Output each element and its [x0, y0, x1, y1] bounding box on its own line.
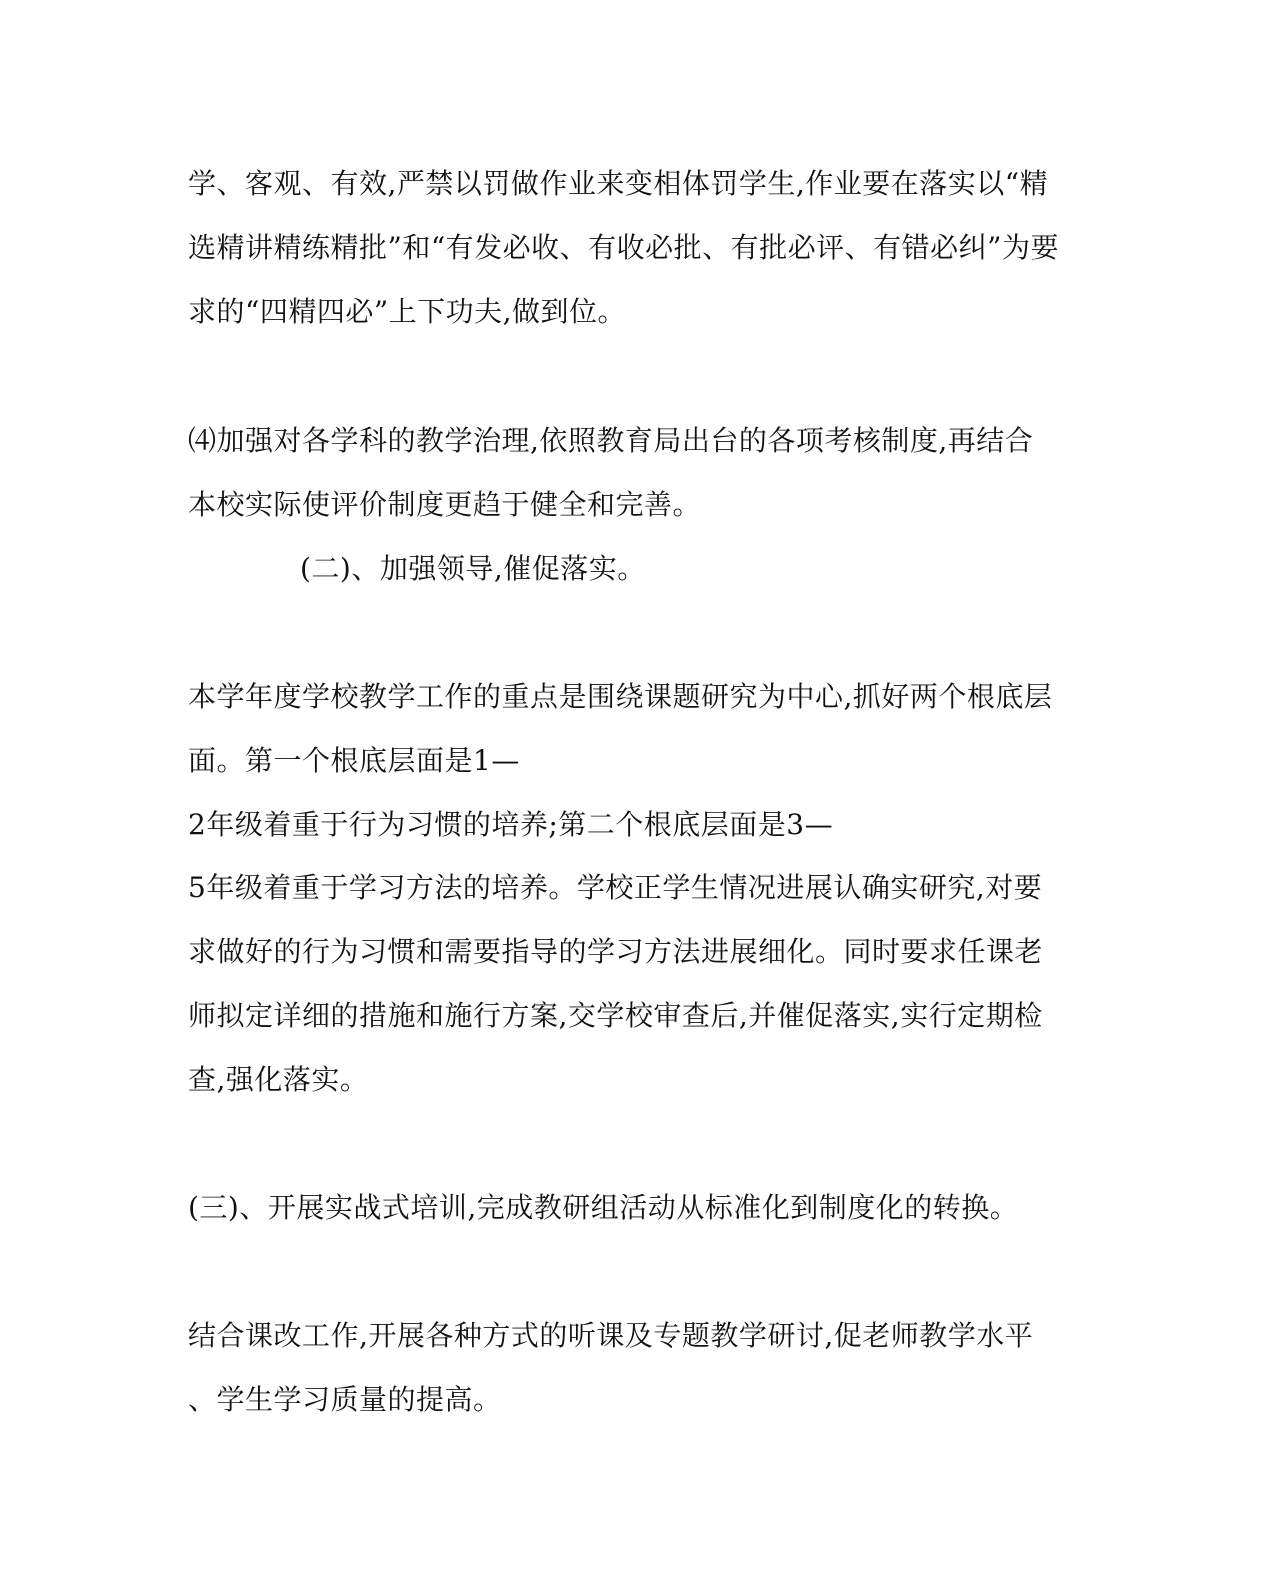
paragraph-line: 求的“四精四必”上下功夫,做到位。	[188, 295, 627, 328]
paragraph-line: 5年级着重于学习方法的培养。学校正学生情况进展认确实研究,对要	[188, 871, 1043, 904]
paragraph-line: 学、客观、有效,严禁以罚做作业来变相体罚学生,作业要在落实以“精	[188, 167, 1049, 200]
section-heading: (二)、加强领导,催促落实。	[300, 552, 646, 585]
paragraph-line: 本学年度学校教学工作的重点是围绕课题研究为中心,抓好两个根底层	[188, 680, 1053, 713]
paragraph-line: 结合课改工作,开展各种方式的听课及专题教学研讨,促老师教学水平	[188, 1319, 1034, 1352]
paragraph-line: ⑷加强对各学科的教学治理,依照教育局出台的各项考核制度,再结合	[188, 424, 1034, 457]
paragraph-line: 查,强化落实。	[188, 1063, 369, 1096]
paragraph-line: 师拟定详细的措施和施行方案,交学校审查后,并催促落实,实行定期检	[188, 999, 1043, 1032]
paragraph-line: 2年级着重于行为习惯的培养;第二个根底层面是3—	[188, 808, 834, 841]
paragraph-line: 求做好的行为习惯和需要指导的学习方法进展细化。同时要求任课老	[188, 935, 1044, 968]
paragraph-line: 、学生学习质量的提高。	[188, 1383, 502, 1416]
paragraph-line: 面。第一个根底层面是1—	[188, 744, 520, 777]
paragraph-line: 本校实际使评价制度更趋于健全和完善。	[188, 488, 702, 521]
section-heading: (三)、开展实战式培训,完成教研组活动从标准化到制度化的转换。	[188, 1191, 1019, 1224]
paragraph-line: 选精讲精练精批”和“有发必收、有收必批、有批必评、有错必纠”为要	[188, 231, 1059, 264]
